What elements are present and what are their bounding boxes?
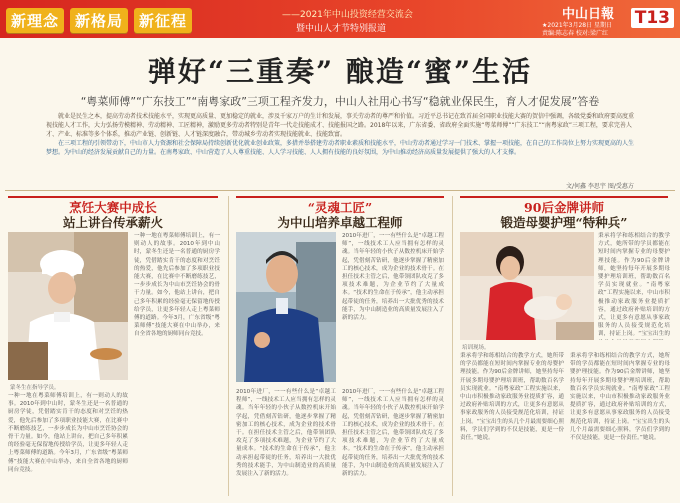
chef-photo	[8, 232, 128, 380]
column-3-caption: 培训现场。	[462, 345, 490, 351]
column-2-body-a: 2010年进厂，一一有些什么是“卓越工程师”，一线技术工人应当拥有怎样的灵魂。当年年轻的小伙子从数控机床开始学起，凭借刻苦钻研，他逐步掌握了精密加工的核心技术，成为企业的技术骨干。在担任技术主管之后，他带领团队攻克了多项技术难题，为企业节约了大量成本。“技术的生命在于传承”，他主动承担起带徒的任务，培养出一大批优秀的技术能手，为中山制造业的高质量发展注入了新的活力。	[342, 233, 444, 322]
masthead	[540, 2, 676, 38]
slogan-group	[6, 8, 192, 33]
slogan-new-journey: 新征程	[134, 8, 192, 33]
page-headline: 弹好“三重奏” 酿造“蜜”生活	[147, 55, 533, 88]
column-2-body-c: 2010年进厂，一一有些什么是“卓越工程师”，一线技术工人应当拥有怎样的灵魂。当年年轻的小伙子从数控机床开始学起，凭借刻苦钻研，他逐步掌握了精密加工的核心技术，成为企业的技术骨干。在担任技术主管之后，他带领团队攻克了多项技术难题，为企业节约了大量成本。“技术的生命在于传承”，他主动承担起带徒的任务，培养出一大批优秀的技术能手，为中山制造业的高质量发展注入了新的活力。	[342, 389, 444, 478]
intro-text	[46, 112, 636, 157]
column-3-body-a: 秉承将学和练相结合的教学方式，她所带的学员都能在短时间内掌握专业的母婴护理技能。作为90后金牌讲师，她坚持每年开展多期母婴护理培训班，帮助数百名学员实现就业。“南粤家政”工程实施以来，中山市积极推动家政服务业提质扩容，通过政府补贴培训的方式，让更多有意愿从事家政服务的人员接受规范化培训，持证上岗。“宝宝出生的	[598, 233, 670, 338]
chef-illustration	[8, 232, 128, 380]
engineer-illustration	[236, 232, 336, 382]
date-line: ★2021年3月28日 星期日	[542, 22, 613, 29]
column-3-body-c: 秉承将学和练相结合的教学方式，她所带的学员都能在短时间内掌握专业的母婴护理技能。作为90后金牌讲师，她坚持每年开展多期母婴护理培训班，帮助数百名学员实现就业。“南粤家政”工程实施以来，中山市积极推动家政服务业提质扩容，通过政府补贴培训的方式，让更多有意愿从事家政服务的人员接受规范化培训，持证上岗。“宝宝出生的头几个月最需要细心照料，学员们学到的不仅是技能，更是一份责任。”她说。	[570, 353, 670, 442]
intro-paragraph-2: 在三项工程的引领带动下，中山市人力资源和社会保障局持续创新优化就业创业政策，多措并举搭建劳动者职业素质和技能水平，中山劳动者通过学习一门技术、掌握一项技能，在自己的工作岗位上努力实现更高的人生梦想。为中山的经济发展贡献自己的力量。在南粤家政、中山营造了人人尊重技能、人人学习技能、人人拥有技能的良好氛围，为中山推动经济高质量发展提供了强大的人才支撑。	[46, 140, 635, 156]
slogan-new-pattern: 新格局	[70, 8, 128, 33]
column-2-title-line2: 为中山培养卓越工程师	[277, 215, 403, 230]
column-3-title	[460, 196, 668, 232]
column-3-title-line1: 90后金牌讲师	[524, 200, 604, 215]
page-subheadline: “粤菜师傅”“广东技工”“南粤家政”三项工程齐发力，中山人社用心书写“稳就业保民生，育人才促发展”答卷	[80, 95, 600, 108]
column-3-body-b: 秉承将学和练相结合的教学方式，她所带的学员都能在短时间内掌握专业的母婴护理技能。作为90后金牌讲师，她坚持每年开展多期母婴护理培训班，帮助数百名学员实现就业。“南粤家政”工程实施以来，中山市积极推动家政服务业提质扩容，通过政府补贴培训的方式，让更多有意愿从事家政服务的人员接受规范化培训，持证上岗。“宝宝出生的头几个月最需要细心照料，学员们学到的不仅是技能，更是一份责任。”她说。	[460, 353, 564, 442]
newspaper-logo: 中山日報	[562, 7, 615, 22]
column-2-title-line1: “灵魂工匠”	[307, 200, 373, 215]
editor-line: 责编:陈志春 校对:梁广红	[542, 30, 608, 37]
column-3-title-line2: 锻造母婴护理“特种兵”	[500, 215, 628, 230]
column-1-body-b: 一种一地在粤菜师傅培训上，有一则动人的故事。2010年到中山时，蒙冬生还是一名普通的厨房学徒，凭借踏实肯干的态度和对烹饪的热爱，他先后参加了多项职业技能大赛，在比赛中不断磨练技艺，一步步成长为中山市烹饪协会的骨干力量。如今，他站上讲台，把自己多年积累的经验毫无保留地传授给学员，让更多年轻人走上粤菜师傅的道路。今年3月，广东省级“粤菜师傅”技能大赛在中山举办，来自全省各地的厨师同台竞技。	[134, 233, 220, 338]
section-divider	[5, 190, 675, 191]
column-separator	[452, 196, 453, 496]
column-2-title	[236, 196, 444, 232]
column-1-title	[8, 196, 218, 232]
column-separator	[228, 196, 229, 496]
column-2-body-b: 2010年进厂，一一有些什么是“卓越工程师”，一线技术工人应当拥有怎样的灵魂。当年年轻的小伙子从数控机床开始学起，凭借刻苦钻研，他逐步掌握了精密加工的核心技术，成为企业的技术骨干。在担任技术主管之后，他带领团队攻克了多项技术难题，为企业节约了大量成本。“技术的生命在于传承”，他主动承担起带徒的任务，培养出一大批优秀的技术能手，为中山制造业的高质量发展注入了新的活力。	[236, 389, 336, 478]
page-number: T13	[631, 8, 674, 28]
column-1-title-line2: 站上讲台传承薪火	[62, 215, 163, 230]
engineer-photo	[236, 232, 336, 382]
column-1-title-line1: 烹饪大赛中成长	[69, 200, 157, 215]
nanny-training-photo	[460, 232, 594, 340]
slogan-new-concept: 新理念	[6, 8, 64, 33]
issue-date	[542, 22, 632, 38]
column-1-body-a: 一种一地在粤菜师傅培训上，有一则动人的故事。2010年到中山时，蒙冬生还是一名普通的厨房学徒，凭借踏实肯干的态度和对烹饪的热爱，他先后参加了多项职业技能大赛，在比赛中不断磨练技艺，一步步成长为中山市烹饪协会的骨干力量。如今，他站上讲台，把自己多年积累的经验毫无保留地传授给学员，让更多年轻人走上粤菜师傅的道路。今年3月，广东省级“粤菜师傅”技能大赛在中山举办，来自全省各地的厨师同台竞技。	[8, 393, 128, 473]
intro-paragraph-1: 就业是民生之本，提高劳动者技术技能水平，实现更高质量、更加稳定的就业，涉及千家万户的生计和发展，事关劳动者的尊严和价值。习近平总书记在致首届全国职业技能大赛的贺信中强调，各级党委和政府要高度重视技能人才工作，大力弘扬劳模精神、劳动精神、工匠精神，激励更多劳动者特别是青年一代走技能成才、技能报国之路。2018年以来，广东省委、省政府全面实施“粤菜师傅”“广东技工”“南粤家政”三项工程，要求完善人才、产业、标准等多个体系，推动产业链、创新链、人才链深度融合，带动城乡劳动者实现技能就业、技能致富。	[46, 113, 635, 138]
nanny-training-illustration	[460, 232, 594, 340]
byline: 文/何鑫 李思宇 图/受惠方	[566, 183, 634, 190]
banner-subtitle-line2: 暨中山人才节特别报道	[296, 24, 387, 34]
column-1-caption: 蒙冬生在指导学员。	[10, 385, 60, 391]
banner-subtitle-line1: ——2021年中山投资经营交流会	[282, 10, 413, 20]
